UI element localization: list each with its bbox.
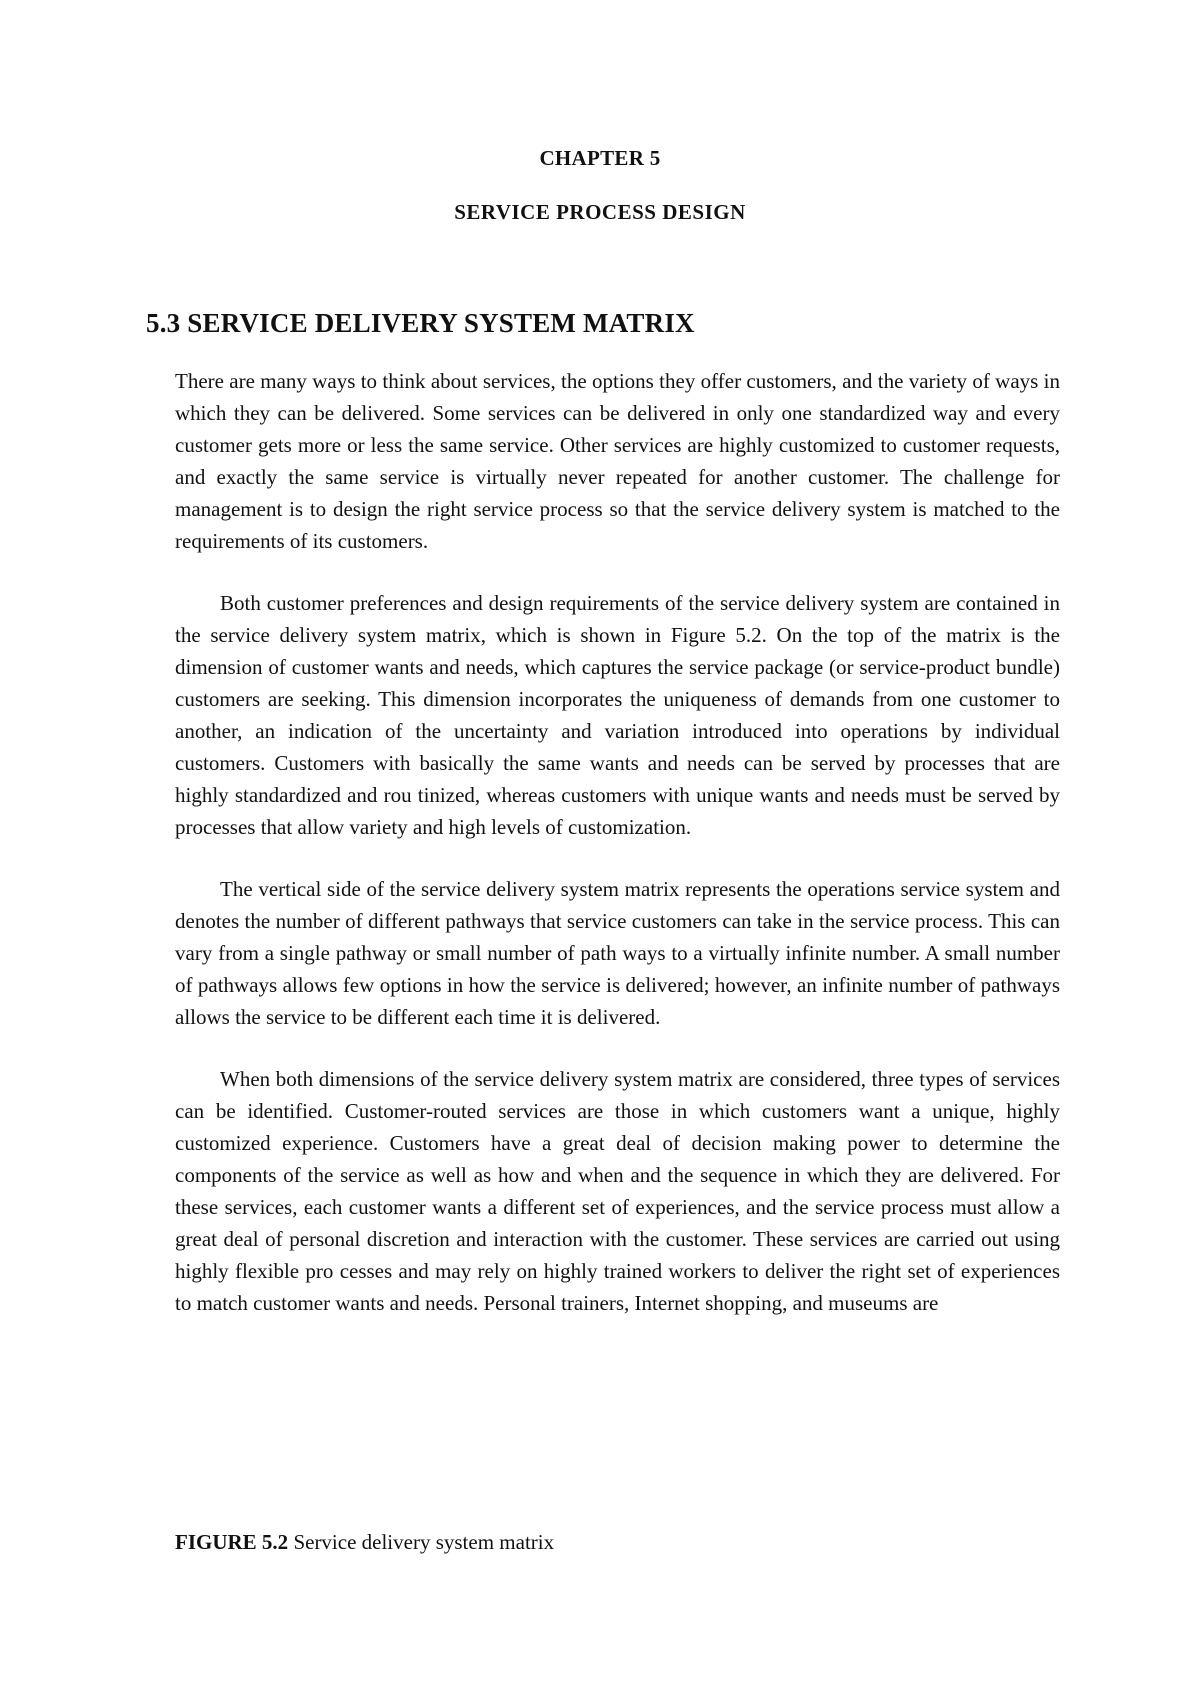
paragraph: When both dimensions of the service delivery system matrix are considered, three types of services can be identified. Customer-routed services are those in which customers want a unique, highly customized experience. Customers have a great deal of decision making power to determine the components of the service as well as how and when and the sequence in which they are delivered. For these services, each customer wants a different set of experiences, and the service process must allow a great deal of personal discretion and interaction with the customer. These services are carried out using highly flexible pro cesses and may rely on highly trained workers to deliver the right set of experiences to match customer wants and needs. Personal trainers, Internet shopping, and museums are: [175, 1067, 1060, 1315]
paragraph: The vertical side of the service delivery system matrix represents the operations service system and denotes the number of different pathways that service customers can take in the service process. This can vary from a single pathway or small number of path ways to a virtually infinite number. A small number of pathways allows few options in how the service is delivered; however, an infinite number of pathways allows the service to be different each time it is delivered.: [175, 877, 1060, 1029]
figure-caption-text: Service delivery system matrix: [293, 1530, 555, 1554]
body-text: [175, 365, 1060, 1349]
chapter-title: SERVICE PROCESS DESIGN: [454, 200, 746, 224]
paragraph: There are many ways to think about services, the options they offer customers, and the variety of ways in which they can be delivered. Some services can be delivered in only one standardized way and every customer gets more or less the same service. Other services are highly customized to customer requests, and exactly the same service is virtually never repeated for another customer. The challenge for management is to design the right service process so that the service delivery system is matched to the requirements of its customers.: [175, 369, 1060, 553]
section-heading: 5.3 SERVICE DELIVERY SYSTEM MATRIX: [146, 308, 695, 338]
figure-number: FIGURE 5.2: [175, 1530, 289, 1554]
paragraph: Both customer preferences and design requirements of the service delivery system are contained in the service delivery system matrix, which is shown in Figure 5.2. On the top of the matrix is the dimension of customer wants and needs, which captures the service package (or service-product bundle) customers are seeking. This dimension incorporates the uniqueness of demands from one customer to another, an indication of the uncertainty and variation introduced into operations by individual customers. Customers with basically the same wants and needs can be served by processes that are highly standardized and rou tinized, whereas customers with unique wants and needs must be served by processes that allow variety and high levels of customization.: [175, 591, 1060, 839]
figure-caption: [175, 1530, 554, 1555]
chapter-label: CHAPTER 5: [539, 146, 661, 170]
